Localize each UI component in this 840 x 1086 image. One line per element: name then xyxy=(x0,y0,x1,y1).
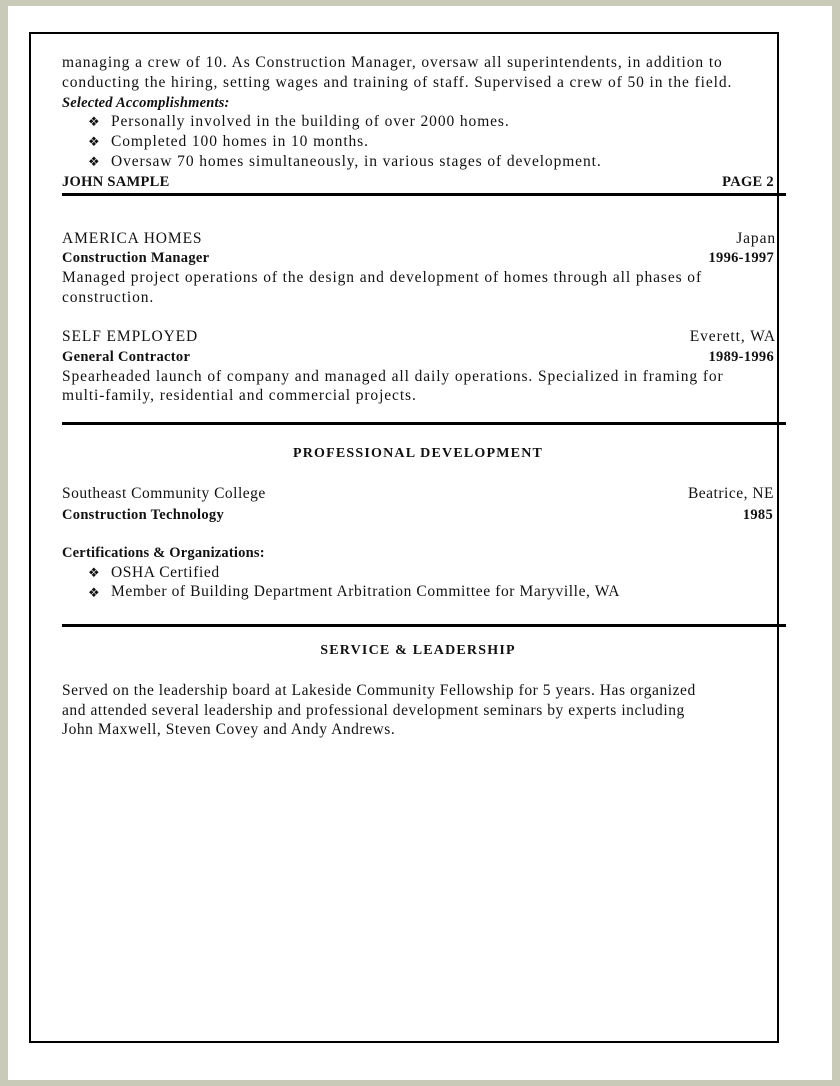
bullet-icon: ❖ xyxy=(88,585,100,600)
service-line: Served on the leadership board at Lakeside Community Fellowship for 5 years. Has organized xyxy=(62,682,696,699)
section-divider xyxy=(62,422,786,425)
job-dates: 1996-1997 xyxy=(708,250,774,266)
job-location: Everett, WA xyxy=(689,328,776,345)
job-title: Construction Manager xyxy=(62,250,210,266)
job-description-line: multi-family, residential and commercial projects. xyxy=(62,387,417,404)
accomplishments-label: Selected Accomplishments: xyxy=(62,95,230,111)
header-divider xyxy=(62,193,786,196)
accomplishment-item: Oversaw 70 homes simultaneously, in various stages of development. xyxy=(111,153,602,170)
certification-item: Member of Building Department Arbitration Committee for Maryville, WA xyxy=(111,583,621,600)
job-description-line: Managed project operations of the design and development of homes through all phases of xyxy=(62,269,703,286)
job-location: Japan xyxy=(736,230,776,247)
section-heading-service-leadership: SERVICE & LEADERSHIP xyxy=(320,643,516,658)
service-line: and attended several leadership and professional development seminars by experts including xyxy=(62,702,685,719)
accomplishment-item: Completed 100 homes in 10 months. xyxy=(111,133,369,150)
education-location: Beatrice, NE xyxy=(687,485,774,502)
intro-line-1: managing a crew of 10. As Construction Manager, oversaw all superintendents, in addition to xyxy=(62,54,723,71)
section-heading-professional-development: PROFESSIONAL DEVELOPMENT xyxy=(292,446,544,461)
job-company: SELF EMPLOYED xyxy=(62,328,199,345)
job-company: AMERICA HOMES xyxy=(62,230,203,247)
service-line: John Maxwell, Steven Covey and Andy Andrews. xyxy=(62,721,396,738)
bullet-icon: ❖ xyxy=(88,565,100,580)
education-school: Southeast Community College xyxy=(62,485,266,502)
header-name: JOHN SAMPLE xyxy=(62,174,170,190)
certifications-label: Certifications & Organizations: xyxy=(62,545,265,561)
intro-line-2: conducting the hiring, setting wages and training of staff. Supervised a crew of 50 in the field. xyxy=(62,74,733,91)
accomplishment-item: Personally involved in the building of over 2000 homes. xyxy=(111,113,510,130)
job-dates: 1989-1996 xyxy=(708,349,774,365)
education-program: Construction Technology xyxy=(62,507,224,523)
section-divider xyxy=(62,624,786,627)
bullet-icon: ❖ xyxy=(88,114,100,129)
bullet-icon: ❖ xyxy=(88,134,100,149)
job-description-line: construction. xyxy=(62,289,155,306)
job-description-line: Spearheaded launch of company and managed all daily operations. Specialized in framing for xyxy=(62,368,724,385)
header-page-number: PAGE 2 xyxy=(722,174,774,190)
bullet-icon: ❖ xyxy=(88,154,100,169)
job-title: General Contractor xyxy=(62,349,191,365)
education-year: 1985 xyxy=(742,507,773,523)
certification-item: OSHA Certified xyxy=(111,564,220,581)
